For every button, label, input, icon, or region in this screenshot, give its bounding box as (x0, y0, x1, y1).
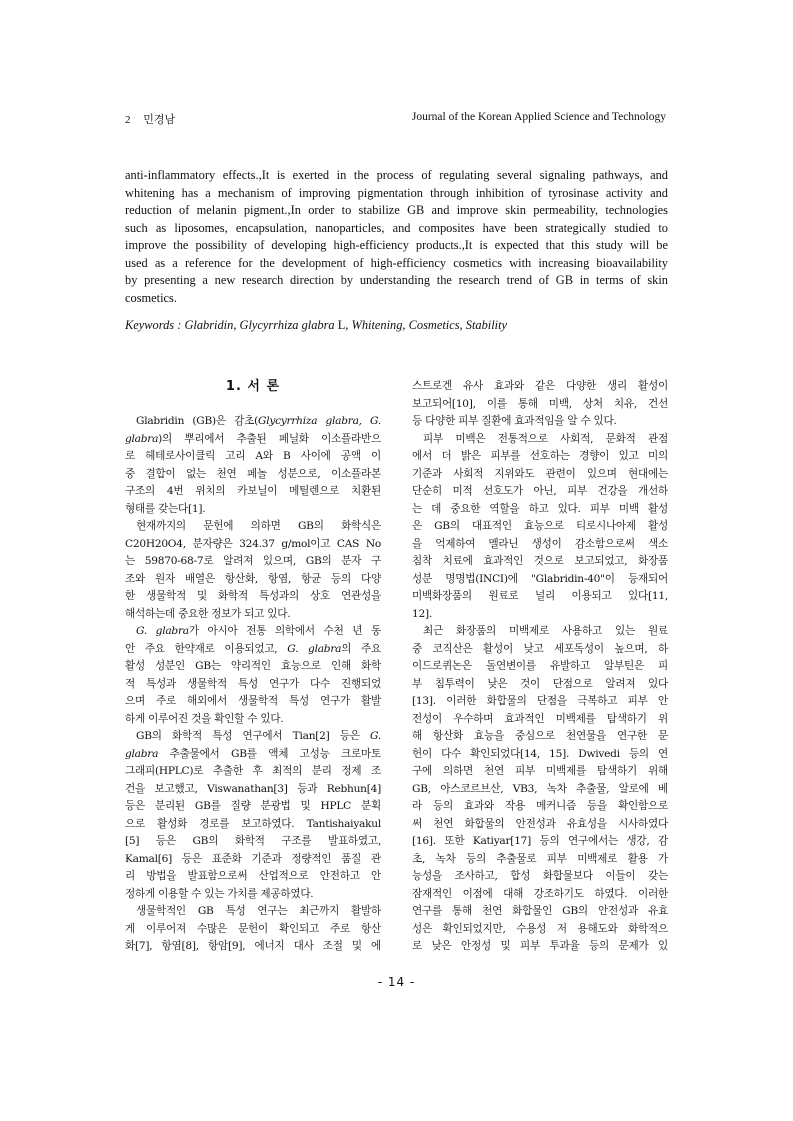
journal-name: Journal of the Korean Applied Science and Technology (411, 111, 666, 123)
body-line (125, 728, 381, 746)
body-line: 형태를 갖는다[1]. (125, 502, 206, 515)
body-line: 12]. (412, 607, 432, 620)
abstract-line: used as a reference for the development of high-efficiency cosmetics with increasing bioavailability (125, 255, 668, 270)
body-line: 기준과 사회적 지위와도 관련이 있으며 현대에는 (412, 467, 668, 480)
body-line: 등 다양한 피부 질환에 효과적임을 알 수 있다. (412, 415, 617, 427)
species-name: G. (370, 730, 381, 742)
body-line: 정하게 이용할 수 있는 가치를 제공하였다. (125, 887, 314, 900)
page-footer-number: - 14 - (377, 975, 416, 989)
body-line: 연구를 통해 천연 화합물인 GB의 안전성과 유효 (412, 905, 668, 917)
body-line: 최근 화장품의 미백제로 사용하고 있는 원료 (423, 625, 668, 637)
text-run: 추출물에서 GB를 액체 고성능 크로마토 (158, 747, 381, 760)
body-line: Kamal[6] 등은 표준화 기준과 정량적인 품질 관 (125, 852, 381, 865)
body-line (125, 746, 381, 764)
author-name: 민경남 (143, 114, 176, 126)
body-line (125, 641, 381, 659)
running-header-left (125, 111, 175, 127)
body-line: 침착 치료에 효과적인 것으로 보고되었고, 화장품 (412, 555, 668, 567)
body-line: 는 데 중요한 역할을 하고 있다. 피부 미백 활성 (412, 502, 668, 515)
body-line: 구에 의하면 천연 피부 미백제를 탐색하기 위해 (412, 765, 668, 777)
body-line: 성은 확인되었지만, 수용성 저 용해도와 화학적으 (412, 922, 668, 935)
species-name: glabra (125, 432, 159, 445)
right-column (412, 378, 668, 956)
species-name: Glycyrrhiza glabra, G. (258, 415, 381, 427)
section-title: 1. 서 론 (225, 379, 281, 394)
body-line: 단순히 미적 선호도가 아닌, 피부 건강을 개선하 (412, 485, 668, 497)
text-run: )의 뿌리에서 추출된 페닐화 이소플라반으 (158, 432, 381, 445)
keywords (125, 318, 507, 333)
body-line: 잠재적인 이점에 대해 강조하기도 하였다. 이러한 (412, 887, 668, 900)
body-line: 스트로겐 유사 효과와 같은 다양한 생리 활성이 (412, 380, 668, 392)
text-run: Glabridin (GB)은 감초( (136, 415, 259, 427)
body-line: 조와 원자 배열은 항산화, 항염, 항균 등의 다양 (125, 572, 381, 585)
body-line: 피부 미백은 전통적으로 사회적, 문화적 관점 (423, 432, 668, 445)
body-line: 은 GB의 대표적인 효능으로 티로시나아제 활성 (412, 520, 668, 532)
text-run: 의 주요 (341, 642, 381, 655)
body-line (125, 413, 381, 431)
body-line: 생물학적인 GB 특성 연구는 최근까지 활발하 (136, 905, 381, 917)
body-line: 해석하는데 중요한 정보가 되고 있다. (125, 607, 291, 620)
abstract-line: whitening has a mechanism of improving pigmentation through inhibition of tyrosinase activity and (125, 185, 668, 200)
body-line: [16]. 또한 Katiyar[17] 등의 연구에서는 생강, 감 (412, 835, 668, 847)
body-line: 현재까지의 문헌에 의하면 GB의 화학식은 (136, 520, 381, 532)
abstract-line: such as liposomes, encapsulation, nanoparticles, and composites have been strategically studied to (125, 220, 668, 235)
body-line: [5] 등은 GB의 화학적 구조를 발표하였고, (125, 835, 381, 847)
body-line: 건을 보고했고, Viswanathan[3] 등과 Rebhun[4] (125, 782, 381, 795)
body-line: 헌이 다수 확인되었다[14, 15]. Dwivedi 등의 연 (412, 747, 668, 760)
body-line: 하게 이루어진 것을 확인할 수 있다. (125, 712, 284, 725)
body-line: 게 이루어져 수많은 문헌이 확인되고 주로 항산 (125, 922, 381, 935)
body-line: 로 헤테로사이클릭 고리 A와 B 사이에 공액 이 (125, 450, 381, 462)
abstract-line: by presenting a new research direction by understanding the research trend of GB in terms of skin (125, 273, 668, 287)
spacer (125, 396, 381, 414)
page-number: 2 (125, 114, 131, 126)
text-run: 안 주요 한약재로 이용되었고, (125, 642, 288, 655)
keywords-text-a: Glabridin, Glycyrrhiza glabra (184, 318, 335, 332)
keywords-text-c: Whitening, Cosmetics, Stability (351, 318, 508, 332)
body-line: 이드로퀴논은 돌연변이를 유발하고 알부틴은 피 (412, 660, 668, 672)
body-line: 리 방법을 발표함으로써 산업적으로 안전하고 안 (125, 870, 381, 882)
body-line: 을 억제하여 멜라닌 생성이 감소함으로써 색소 (412, 537, 668, 550)
abstract-line: improve the possibility of developing high-efficiency products.,It is expected that this study will be (125, 238, 668, 252)
keywords-text-b: L, (334, 318, 352, 332)
body-line: 그래피(HPLC)로 추출한 후 최적의 분리 정제 조 (125, 765, 381, 777)
abstract-line: anti-inflammatory effects.,It is exerted in the process of regulating several signaling pathways, and (125, 168, 668, 182)
body-line: 보고되어[10], 이를 통해 미백, 상처 치유, 건선 (412, 397, 668, 410)
body-line: 중 코직산은 활성이 낮고 세포독성이 높으며, 하 (412, 642, 668, 655)
body-line: 는 59870-68-7로 알려져 있으며, GB의 분자 구 (125, 555, 381, 567)
body-line: 중 결합이 없는 천연 페놀 성분으로, 이소플라본 (125, 467, 381, 480)
body-line: 라 등의 효과와 작용 메커니즘 등을 확인함으로 (412, 800, 668, 812)
species-name: glabra (125, 747, 159, 760)
body-line: 로 낮은 안정성 및 피부 투과율 등의 문제가 있 (412, 940, 668, 952)
body-line: 전성이 우수하며 효과적인 미백제를 탐색하기 위 (412, 712, 668, 725)
body-line: 능성을 조사하고, 합성 화합물보다 이들이 갖는 (412, 870, 668, 882)
text-run: 가 아시아 전통 의학에서 수천 년 동 (188, 625, 382, 637)
body-line: 으며 주로 해외에서 생물학적 특성 연구가 활발 (125, 695, 381, 707)
body-line: 에서 더 밝은 피부를 선호하는 경향이 있고 미의 (412, 450, 668, 462)
body-line: 활성 성분인 GB는 약리적인 효능으로 인해 화학 (125, 660, 381, 672)
species-name: G. glabra (136, 625, 189, 637)
body-line: 구조의 4번 위치의 카보닐이 메틸렌으로 치환된 (125, 485, 381, 497)
body-line: 등은 분리된 GB를 질량 분광법 및 HPLC 분획 (125, 800, 381, 812)
body-line (125, 623, 381, 641)
text-run: GB의 화학적 특성 연구에서 Tian[2] 등은 (136, 730, 371, 742)
body-line: 화[7], 항염[8], 항암[9], 에너지 대사 조절 및 에 (125, 940, 381, 952)
keywords-label: Keywords : (125, 318, 185, 332)
body-line: C20H20O4, 분자량은 324.37 g/mol이고 CAS No (125, 537, 381, 550)
body-line: 적 특성과 생물학적 특성 연구가 다수 진행되었 (125, 677, 381, 690)
abstract-text (125, 167, 668, 307)
abstract-line: cosmetics. (125, 290, 177, 305)
body-line: [13]. 이러한 화합물의 단점을 극복하고 피부 안 (412, 695, 668, 707)
body-line: 한 생물학적 및 화학적 특성과의 상호 연관성을 (125, 590, 381, 602)
body-line: 성분 명명법(INCI)에 "Glabridin-40"이 등재되어 (412, 572, 668, 585)
body-line: 해 항산화 효능을 중심으로 천연물을 연구한 문 (412, 730, 668, 742)
body-line (125, 431, 381, 449)
body-line: 미백화장품의 원료로 널리 이용되고 있다[11, (412, 590, 668, 602)
species-name: G. glabra (287, 642, 342, 655)
body-line: 으로 활성화 경로를 보고하였다. Tantishaiyakul (125, 817, 381, 830)
abstract-line: reduction of melanin pigment.,In order to stabilize GB and improve skin permeability, technologies (125, 203, 668, 217)
body-line: 초, 녹차 등의 추출물로 피부 미백제로 활용 가 (412, 852, 668, 865)
left-column (125, 378, 381, 956)
body-line: 써 천연 화합물의 안전성과 유효성을 시사하였다 (412, 817, 668, 830)
body-line: GB, 아스코르브산, VB3, 녹차 추출물, 알로에 베 (412, 782, 668, 795)
body-line: 부 침투력이 낮은 것이 단점으로 알려져 있다 (412, 677, 668, 690)
